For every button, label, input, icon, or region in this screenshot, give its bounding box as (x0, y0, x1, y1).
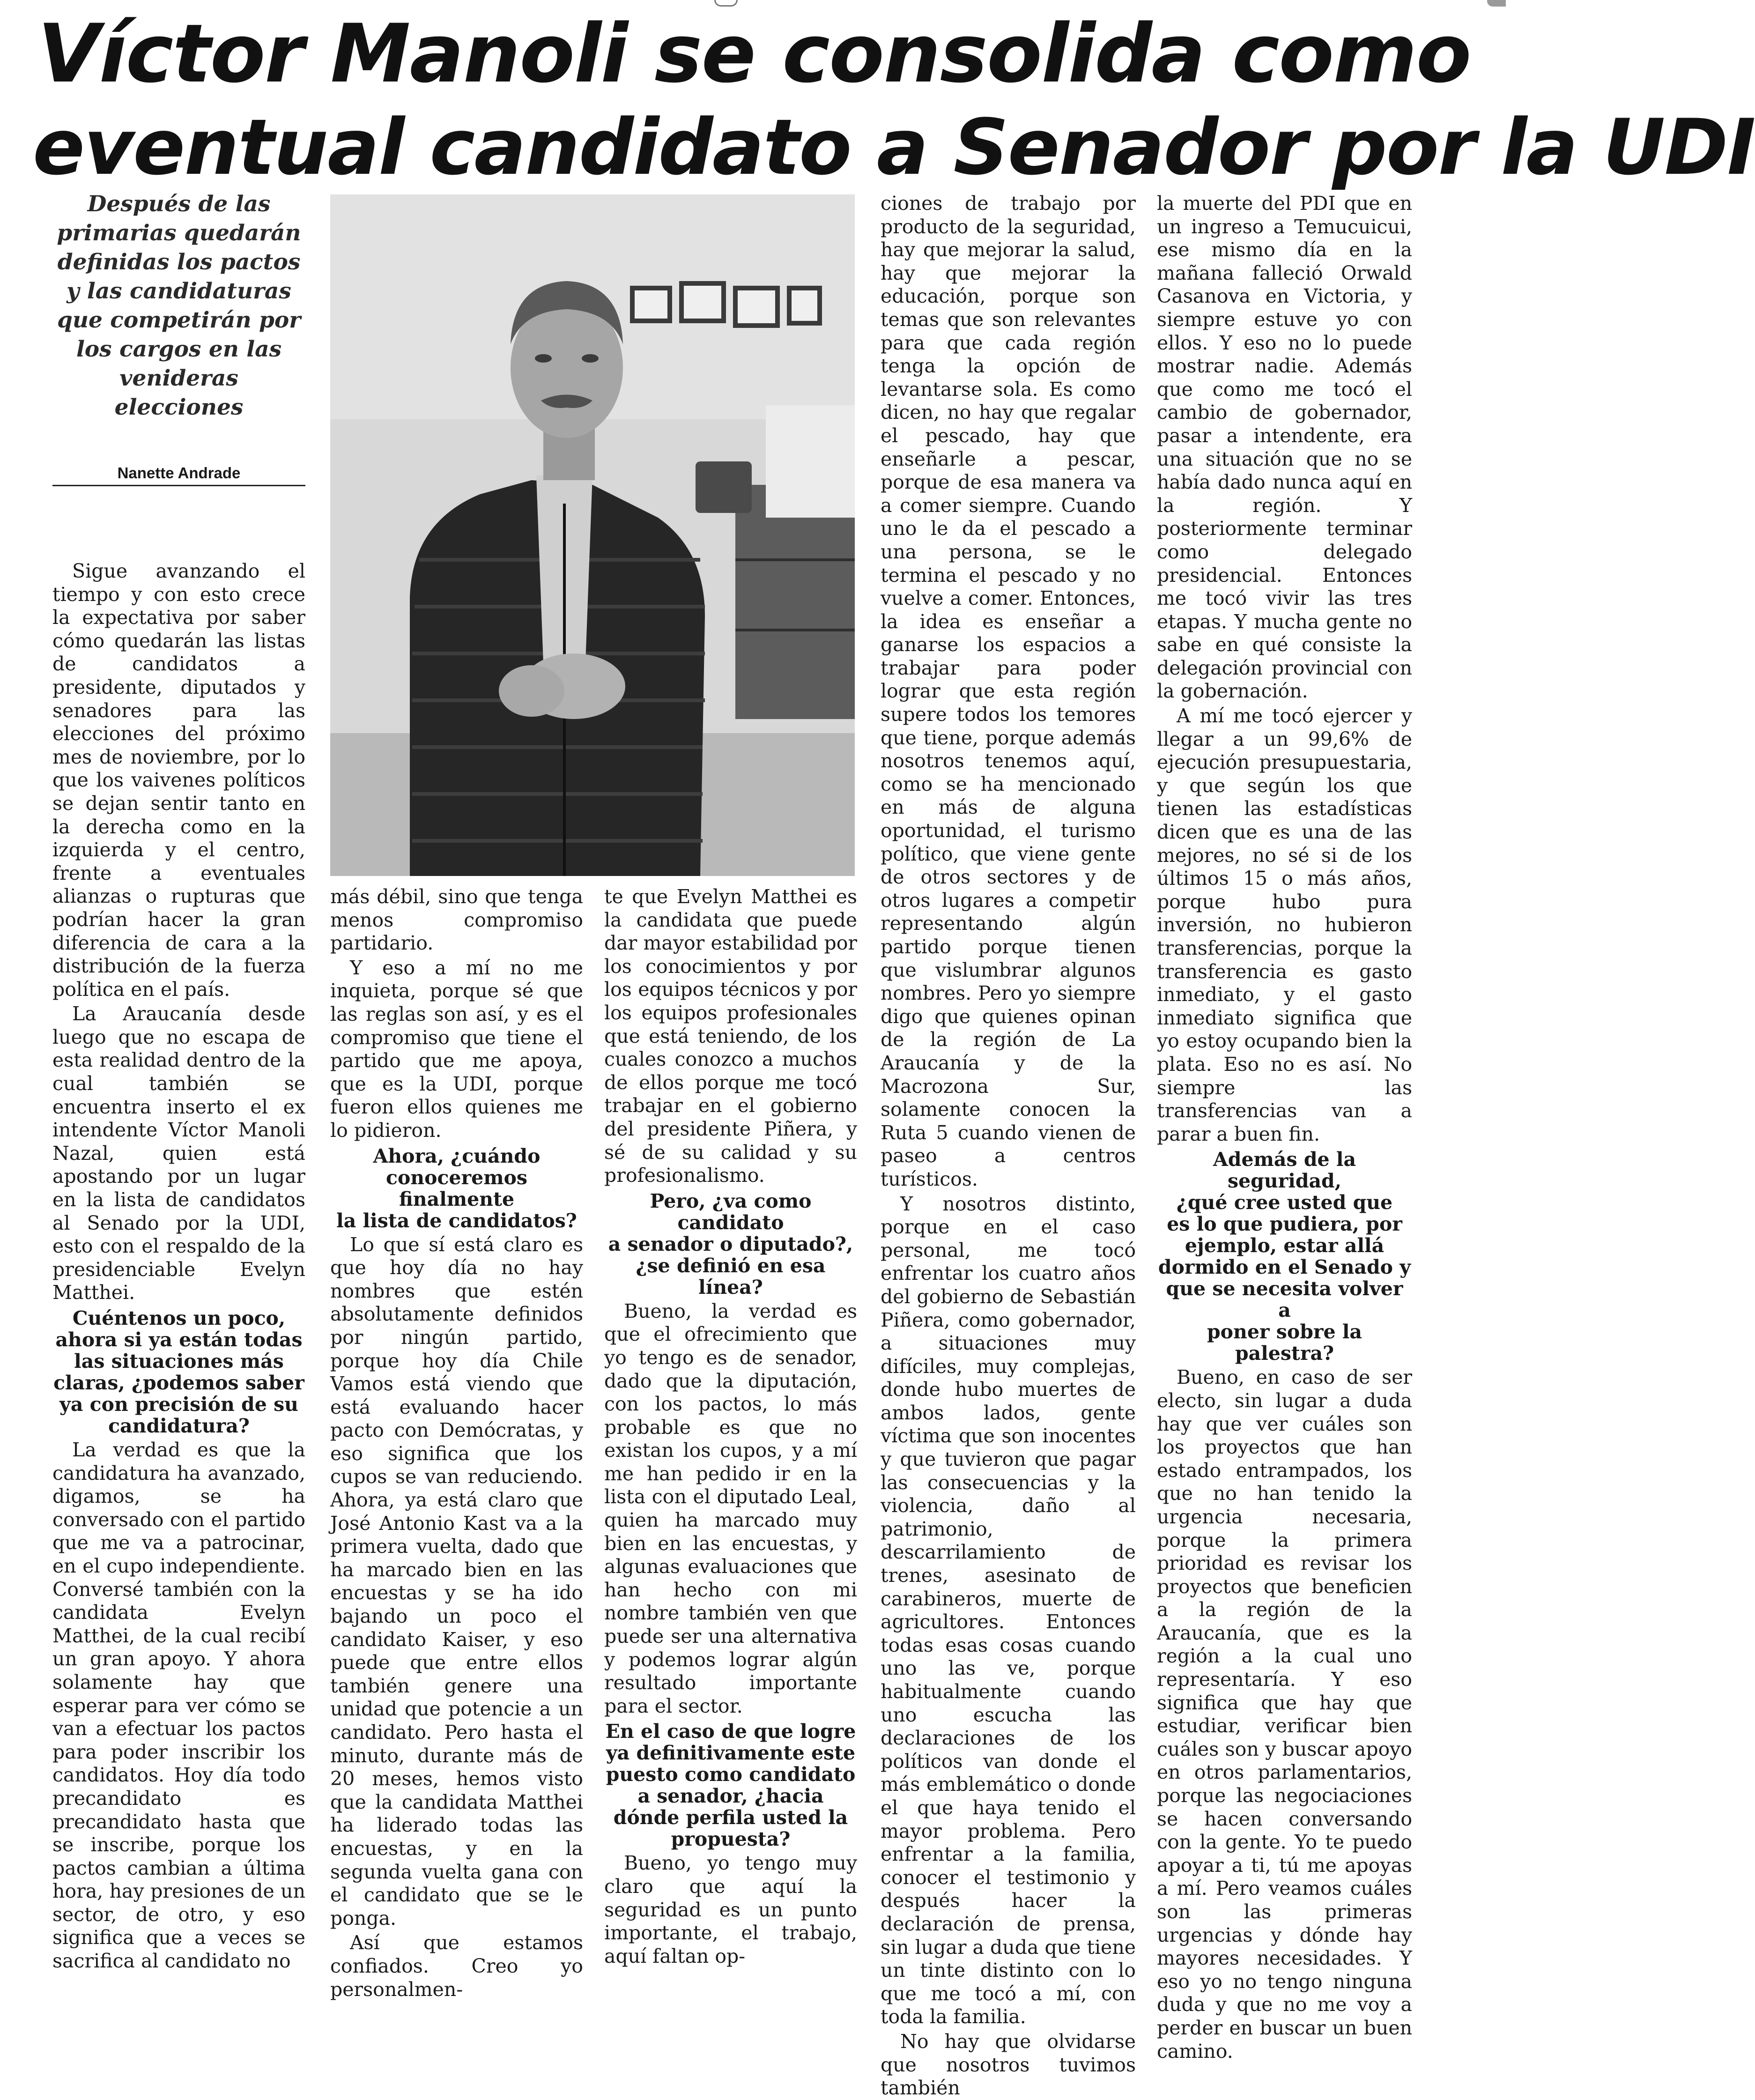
portrait-photo-icon (330, 194, 855, 876)
article-column-4 (881, 192, 1136, 2100)
paragraph: Así que estamos confiados. Creo yo personalmen- (330, 1931, 583, 2001)
paragraph: Y nosotros distinto, porque en el caso personal, me tocó enfrentar los cuatro años del gobierno de Sebastián Piñera, como gobernador, a situaciones muy difíciles, muy complejas, donde hubo muertes de ambos lados, gente víctima que son inocentes y que tuvieron que pagar las consecuencias y la violencia, daño al patrimonio, descarrilamiento de trenes, asesinato de carabineros, muerte de agricultores. Entonces todas esas cosas cuando uno las ve, porque habitualmente cuando uno escucha las declaraciones de los políticos van donde el más emblemático o donde el que haya tenido el mayor problema. Pero enfrentar a la familia, conocer el testimonio y después hacer la declaración de prensa, sin lugar a duda que tiene un tinte distinto con lo que me tocó a mí, con toda la familia. (881, 1192, 1136, 2028)
interview-question: En el caso de que logre ya definitivamente este puesto como candidato a senador, ¿hacia dónde perfila usted la propuesta? (605, 1720, 856, 1851)
paragraph: más débil, sino que tenga menos compromiso partidario. (330, 885, 583, 955)
interview-question: Además de la seguridad, ¿qué cree usted que es lo que pudiera, por ejemplo, estar allá dormido en el Senado y que se necesita volver a poner sobre la palestra? (1158, 1148, 1411, 1365)
paragraph: Bueno, en caso de ser electo, sin lugar a duda hay que ver cuáles son los proyectos que han estado entrampados, los que no han tenido la urgencia necesaria, porque la primera prioridad es revisar los proyectos que beneficien a la región de la Araucanía, que es la región a la cual uno representaría. Y eso significa que hay que estudiar, verificar bien cuáles son y buscar apoyo en otros parlamentarios, porque las negociaciones se hacen conversando con la gente. Yo te puedo apoyar a ti, tú me apoyas a mí. Pero veamos cuáles son las primeras urgencias y dónde hay mayores necesidades. Y eso yo no tengo ninguna duda y que no me voy a perder en buscar un buen camino. (1157, 1366, 1412, 2063)
article-column-1 (52, 560, 305, 1973)
paragraph: Sigue avanzando el tiempo y con esto crece la expectativa por saber cómo quedarán las listas de candidatos a presidente, diputados y senadores para las elecciones del próximo mes de noviembre, por lo que los vaivenes políticos se dejan sentir tanto en la derecha como en la izquierda y el centro, frente a eventuales alianzas o rupturas que podrían hacer la gran diferencia de cara a la distribución de la fuerza política en el país. (52, 560, 305, 1001)
portrait-photo (330, 194, 855, 876)
paragraph: ciones de trabajo por producto de la seguridad, hay que mejorar la salud, hay que mejorar la educación, porque son temas que son relevantes para que cada región tenga la opción de levantarse sola. Es como dicen, no hay que regalar el pescado, hay que enseñarle a pescar, porque de esa manera va a comer siempre. Cuando uno le da el pescado a una persona, se le termina el pescado y no vuelve a comer. Entonces, la idea es enseñar a ganarse los espacios a trabajar para poder lograr que esta región supere todos los temores que tiene, porque además nosotros tenemos aquí, como se ha mencionado en más de alguna oportunidad, el turismo político, que viene gente de otros sectores y de otros lugares a competir representando algún partido porque tienen que vislumbrar algunos nombres. Pero yo siempre digo que quienes opinan de la región de La Araucanía y de la Macrozona Sur, solamente conocen la Ruta 5 cuando vienen de paseo a centros turísticos. (881, 192, 1136, 1190)
byline: Nanette Andrade (52, 461, 305, 486)
page-corner-decoration (1487, 0, 1506, 7)
headline-line-1: Víctor Manoli se consolida como (37, 7, 1471, 101)
interview-question: Cuéntenos un poco, ahora si ya están todas las situaciones más claras, ¿podemos saber ya con precisión de su candidatura? (53, 1307, 304, 1437)
article-column-5 (1157, 192, 1412, 2063)
interview-question: Ahora, ¿cuándo conoceremos finalmente la lista de candidatos? (336, 1144, 577, 1232)
interview-question: Pero, ¿va como candidato a senador o diputado?, ¿se definió en esa línea? (608, 1189, 853, 1299)
paragraph: No hay que olvidarse que nosotros tuvimos también (881, 2030, 1136, 2100)
paragraph: Bueno, la verdad es que el ofrecimiento que yo tengo es de senador, dado que la diputación, con los pactos, lo más probable es que no existan los cupos, y a mí me han pedido ir en la lista con el diputado Leal, quien ha marcado muy bien en las encuestas, y algunas evaluaciones que han hecho con mi nombre también ven que puede ser una alternativa y podemos lograr algún resultado importante para el sector. (604, 1299, 857, 1717)
headline-line-2: eventual candidato a Senador por la UDI (33, 103, 1755, 192)
paragraph: A mí me tocó ejercer y llegar a un 99,6% de ejecución presupuestaria, y que según los que tienen las estadísticas dicen que es una de las mejores, no sé si de los últimos 15 o más años, porque hubo pura inversión, no hubieron transferencias, porque la transferencia es gasto inmediato, y el gasto inmediato significa que yo estoy ocupando bien la plata. Eso no es así. No siempre las transferencias van a parar a buen fin. (1157, 705, 1412, 1145)
paragraph: Lo que sí está claro es que hoy día no hay nombres que estén absolutamente definidos por ningún partido, porque hoy día Chile Vamos está viendo que está evaluando hacer pacto con Demócratas, y eso significa que los cupos se van reduciendo. Ahora, ya está claro que José Antonio Kast va a la primera vuelta, dado que ha marcado bien en las encuestas y se ha ido bajando un poco el candidato Kaiser, y eso puede que entre ellos también genere una unidad que potencie a un candidato. Pero hasta el minuto, durante más de 20 meses, hemos visto que la candidata Matthei ha liderado todas las encuestas, y en la segunda vuelta gana con el candidato que se le ponga. (330, 1233, 583, 1929)
subheading: Después de las primarias quedarán definidas los pactos y las candidaturas que competirán por los cargos en las venideras elecciones (57, 191, 301, 420)
article-column-3 (604, 885, 857, 1967)
paragraph: La verdad es que la candidatura ha avanzado, digamos, se ha conversado con el partido que me va a patrocinar, en el cupo independiente. Conversé también con la candidata Evelyn Matthei, de la cual recibí un gran apoyo. Y ahora solamente hay que esperar para ver cómo se van a efectuar los pactos para poder inscribir los candidatos. Hoy día todo precandidato es precandidato hasta que se inscribe, porque los pactos cambian a última hora, hay presiones de un sector, de otro, y eso significa que a veces se sacrifica al candidato no (52, 1439, 305, 1973)
paragraph: la muerte del PDI que en un ingreso a Temucuicui, ese mismo día en la mañana falleció Orwald Casanova en Victoria, y siempre estuve yo con ellos. Y eso no lo puede mostrar nadie. Además que como me tocó el cambio de gobernador, pasar a intendente, era una situación que no se había dado nunca aquí en la región. Y posteriormente terminar como delegado presidencial. Entonces me tocó vivir las tres etapas. Y mucha gente no sabe en qué consiste la delegación provincial con la gobernación. (1157, 192, 1412, 703)
paragraph: La Araucanía desde luego que no escapa de esta realidad dentro de la cual también se encuentra inserto el ex intendente Víctor Manoli Nazal, quien está apostando por un lugar en la lista de candidatos al Senado por la UDI, esto con el respaldo de la presidenciable Evelyn Matthei. (52, 1002, 305, 1304)
paragraph: Bueno, yo tengo muy claro que aquí la seguridad es un punto importante, el trabajo, aquí faltan op- (604, 1852, 857, 1967)
article-column-2 (330, 885, 583, 2001)
paragraph: te que Evelyn Matthei es la candidata que puede dar mayor estabilidad por los conocimientos y por los equipos técnicos y por los equipos profesionales que está teniendo, de los cuales conozco a muchos de ellos porque me tocó trabajar en el gobierno del presidente Piñera, y sé de su calidad y su profesionalismo. (604, 885, 857, 1187)
paragraph: Y eso a mí no me inquieta, porque sé que las reglas son así, y es el compromiso que tiene el partido que me apoya, que es la UDI, porque fueron ellos quienes me lo pidieron. (330, 956, 583, 1142)
